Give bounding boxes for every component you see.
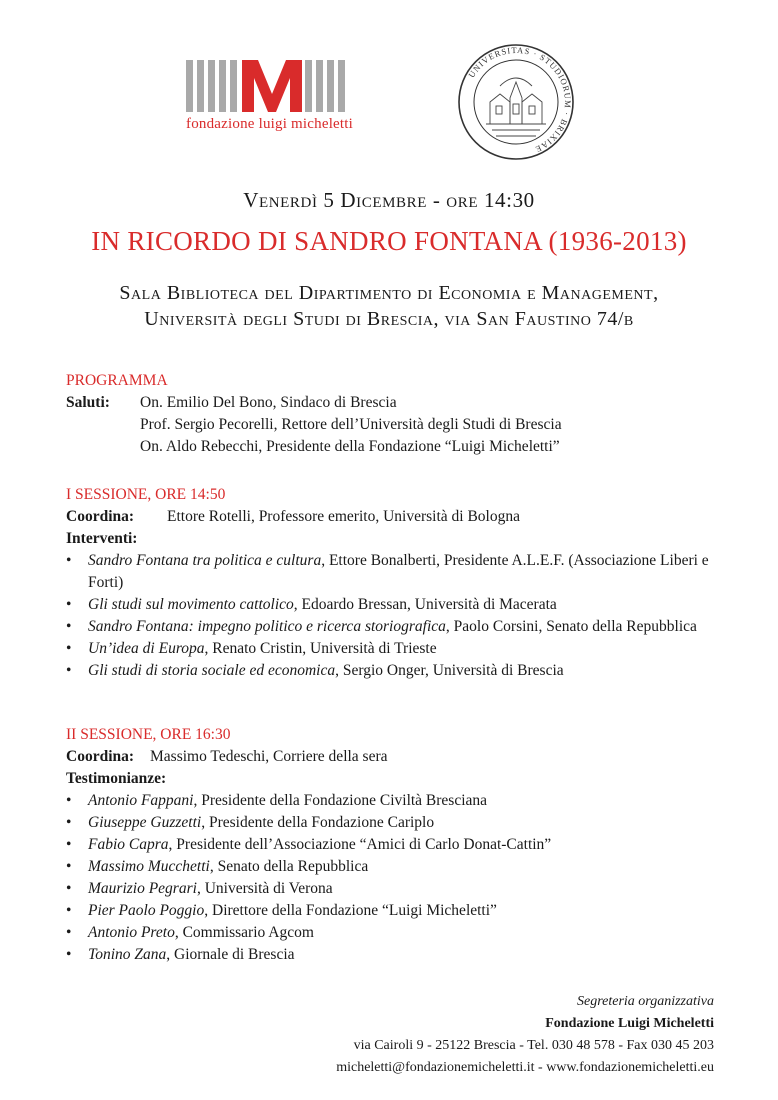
session-1 (66, 484, 746, 682)
list-item (66, 944, 746, 966)
svg-text:UNIVERSITAS · STUDIORUM · BRIX: UNIVERSITAS · STUDIORUM · BRIXIAE (466, 44, 574, 155)
list-item (66, 550, 746, 594)
witness-name: Pier Paolo Poggio (88, 902, 205, 919)
witness-role: , Direttore della Fondazione “Luigi Micheletti” (204, 902, 497, 919)
bullet-icon: • (66, 880, 72, 897)
bullet-icon: • (66, 946, 72, 963)
venue-line-2: Università degli Studi di Brescia, via San Faustino 74/b (144, 308, 634, 330)
witness-name: Fabio Capra (88, 836, 169, 853)
witness-name: Antonio Preto (88, 924, 175, 941)
event-date-time: Venerdì 5 Dicembre - ore 14:30 (243, 188, 535, 212)
list-item (66, 660, 746, 682)
witness-role: , Presidente della Fondazione Civiltà Bresciana (193, 792, 488, 809)
coordina-value: Massimo Tedeschi, Corriere della sera (150, 748, 388, 765)
witness-name: Massimo Mucchetti (88, 858, 210, 875)
witness-role: , Università di Verona (196, 880, 333, 897)
bullet-icon: • (66, 552, 72, 569)
footer-address: via Cairoli 9 - 25122 Brescia - Tel. 030 48 578 - Fax 030 45 203 (353, 1038, 714, 1053)
bullet-icon: • (66, 618, 72, 635)
session-1-coordina-row (66, 506, 746, 528)
list-item (66, 594, 746, 616)
bullet-icon: • (66, 814, 72, 831)
list-item (66, 922, 746, 944)
talk-speaker: , Sergio Onger, Università di Brescia (335, 662, 564, 679)
list-item (66, 878, 746, 900)
list-item (66, 812, 746, 834)
coordina-label: Coordina: (66, 748, 135, 765)
bullet-icon: • (66, 836, 72, 853)
bullet-icon: • (66, 858, 72, 875)
footer-organization: Fondazione Luigi Micheletti (545, 1016, 714, 1031)
testimonianze-label: Testimonianze: (66, 770, 167, 787)
university-seal-icon (456, 42, 576, 162)
talk-speaker: , Ettore Bonalberti, Presidente A.L.E.F. (Associazione Liberi e Forti) (88, 552, 709, 591)
fondazione-logo (186, 58, 354, 138)
witness-name: Maurizio Pegrari (88, 880, 197, 897)
witness-role: , Senato della Repubblica (209, 858, 369, 875)
talk-title: Sandro Fontana: impegno politico e ricerca storiografica (88, 618, 446, 635)
talk-title: Gli studi di storia sociale ed economica (88, 662, 336, 679)
programma-heading: PROGRAMMA (66, 372, 168, 389)
witness-role: , Commissario Agcom (174, 924, 314, 941)
witness-name: Antonio Fappani (88, 792, 194, 809)
talk-title: Sandro Fontana tra politica e cultura (88, 552, 322, 569)
saluti-label: Saluti: (66, 394, 110, 411)
event-venue (0, 280, 778, 332)
talk-speaker: , Edoardo Bressan, Università di Macerata (293, 596, 557, 613)
bullet-icon: • (66, 640, 72, 657)
footer-web-contacts[interactable]: micheletti@fondazionemicheletti.it - www.fondazionemicheletti.eu (336, 1060, 714, 1075)
session-2-heading: II SESSIONE, ORE 16:30 (66, 726, 231, 743)
fondazione-logo-mark-icon (186, 58, 346, 114)
bullet-icon: • (66, 792, 72, 809)
saluti-item: On. Emilio Del Bono, Sindaco di Brescia (140, 394, 397, 411)
list-item (66, 790, 746, 812)
saluti-row (66, 392, 746, 414)
talk-title: Un’idea di Europa (88, 640, 205, 657)
witness-role: , Giornale di Brescia (166, 946, 295, 963)
talk-speaker: , Renato Cristin, Università di Trieste (204, 640, 437, 657)
witness-name: Giuseppe Guzzetti (88, 814, 202, 831)
venue-line-1: Sala Biblioteca del Dipartimento di Economia e Management, (119, 282, 659, 304)
witness-name: Tonino Zana (88, 946, 167, 963)
coordina-value: Ettore Rotelli, Professore emerito, Università di Bologna (167, 508, 520, 525)
footer-secretariat-label: Segreteria organizzativa (576, 994, 714, 1009)
bullet-icon: • (66, 596, 72, 613)
list-item (66, 834, 746, 856)
footer-contacts (194, 991, 714, 1079)
witness-role: , Presidente dell’Associazione “Amici di Carlo Donat-Cattin” (168, 836, 552, 853)
witness-role: , Presidente della Fondazione Cariplo (201, 814, 435, 831)
interventi-label: Interventi: (66, 530, 138, 547)
bullet-icon: • (66, 662, 72, 679)
saluti-item: Prof. Sergio Pecorelli, Rettore dell’Università degli Studi di Brescia (140, 416, 562, 433)
programma-section (66, 370, 746, 458)
bullet-icon: • (66, 924, 72, 941)
talk-speaker: , Paolo Corsini, Senato della Repubblica (445, 618, 697, 635)
session-2-coordina-row (66, 746, 746, 768)
event-title: IN RICORDO DI SANDRO FONTANA (1936-2013) (91, 226, 687, 256)
bullet-icon: • (66, 902, 72, 919)
list-item (66, 638, 746, 660)
session-1-heading: I SESSIONE, ORE 14:50 (66, 486, 226, 503)
coordina-label: Coordina: (66, 508, 135, 525)
talk-title: Gli studi sul movimento cattolico (88, 596, 294, 613)
list-item (66, 616, 746, 638)
session-2 (66, 724, 746, 966)
fondazione-logo-caption: fondazione luigi micheletti (186, 116, 354, 132)
list-item (66, 900, 746, 922)
saluti-item: On. Aldo Rebecchi, Presidente della Fondazione “Luigi Micheletti” (140, 438, 560, 455)
list-item (66, 856, 746, 878)
